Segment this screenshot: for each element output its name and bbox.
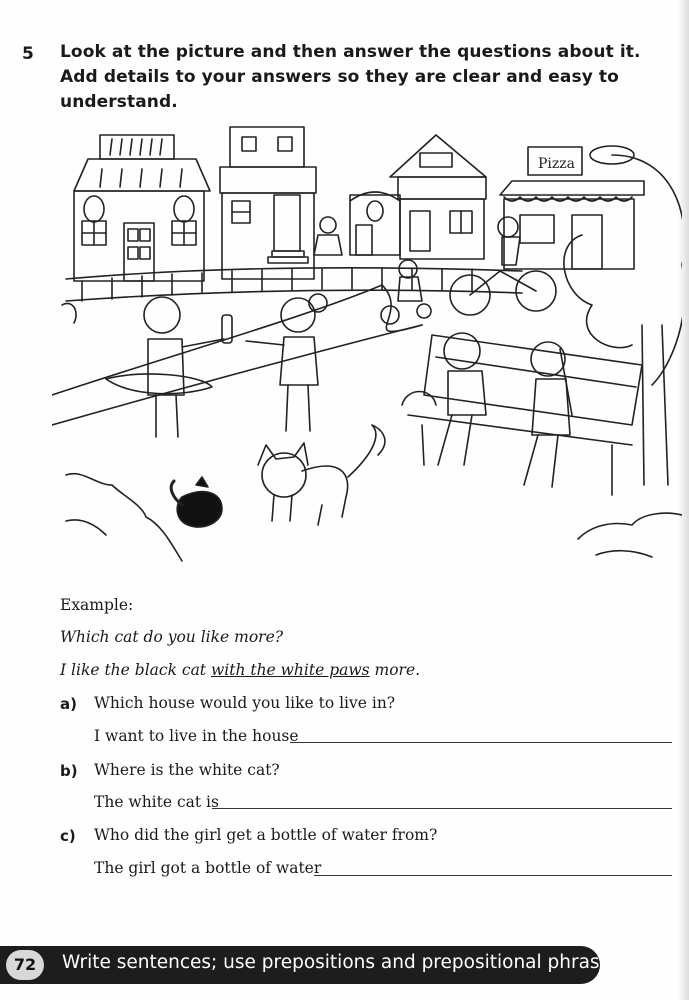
kid-on-tricycle [381, 260, 431, 324]
question-c-text: Who did the girl get a bottle of water from? [94, 826, 438, 844]
question-a-answer-line[interactable] [290, 742, 672, 743]
question-b-label: b) [60, 762, 78, 780]
question-c-answer-start: The girl got a bottle of water [94, 859, 322, 877]
instruction-text: Look at the picture and then answer the questions about it. Add details to your answers so they are clear and easy to understand. [60, 42, 641, 112]
girl-with-bun [246, 294, 327, 431]
question-a-answer-start: I want to live in the house [94, 727, 299, 745]
example-answer [60, 661, 420, 679]
black-cat [171, 477, 222, 527]
food-stall [350, 192, 400, 255]
bench [402, 335, 642, 495]
footer-text: Write sentences; use prepositions and prepositional phrases. [62, 952, 627, 973]
example-answer-prefix: I like the black cat [60, 661, 207, 679]
example-heading: Example: [60, 596, 134, 614]
question-b-answer-line[interactable] [212, 808, 672, 809]
example-answer-underlined: with the white paws [210, 661, 370, 679]
boy-with-skateboard [106, 297, 232, 437]
house-middle [390, 135, 486, 259]
question-b-text: Where is the white cat? [94, 761, 280, 779]
example-question: Which cat do you like more? [60, 628, 284, 646]
pizza-sign-text: Pizza [538, 156, 575, 172]
tree [564, 155, 682, 485]
white-cat [258, 425, 385, 525]
stall-person [314, 217, 342, 255]
page-number: 72 [6, 950, 44, 980]
footer-bar [0, 946, 689, 984]
question-b-answer-start: The white cat is [94, 793, 219, 811]
question-a-label: a) [60, 695, 77, 713]
example-answer-suffix: more. [374, 661, 421, 679]
question-c-answer-line[interactable] [314, 875, 672, 876]
house-left [74, 135, 210, 281]
bushes [62, 303, 682, 561]
footpath [52, 285, 422, 425]
question-c-label: c) [60, 827, 76, 845]
pizza-shop [500, 146, 644, 269]
kid-on-bike [450, 217, 556, 315]
house-middle-left [220, 127, 316, 279]
question-a-text: Which house would you like to live in? [94, 694, 396, 712]
question-number: 5 [22, 44, 34, 64]
bench-woman-left [438, 333, 486, 465]
park-illustration [52, 125, 682, 575]
